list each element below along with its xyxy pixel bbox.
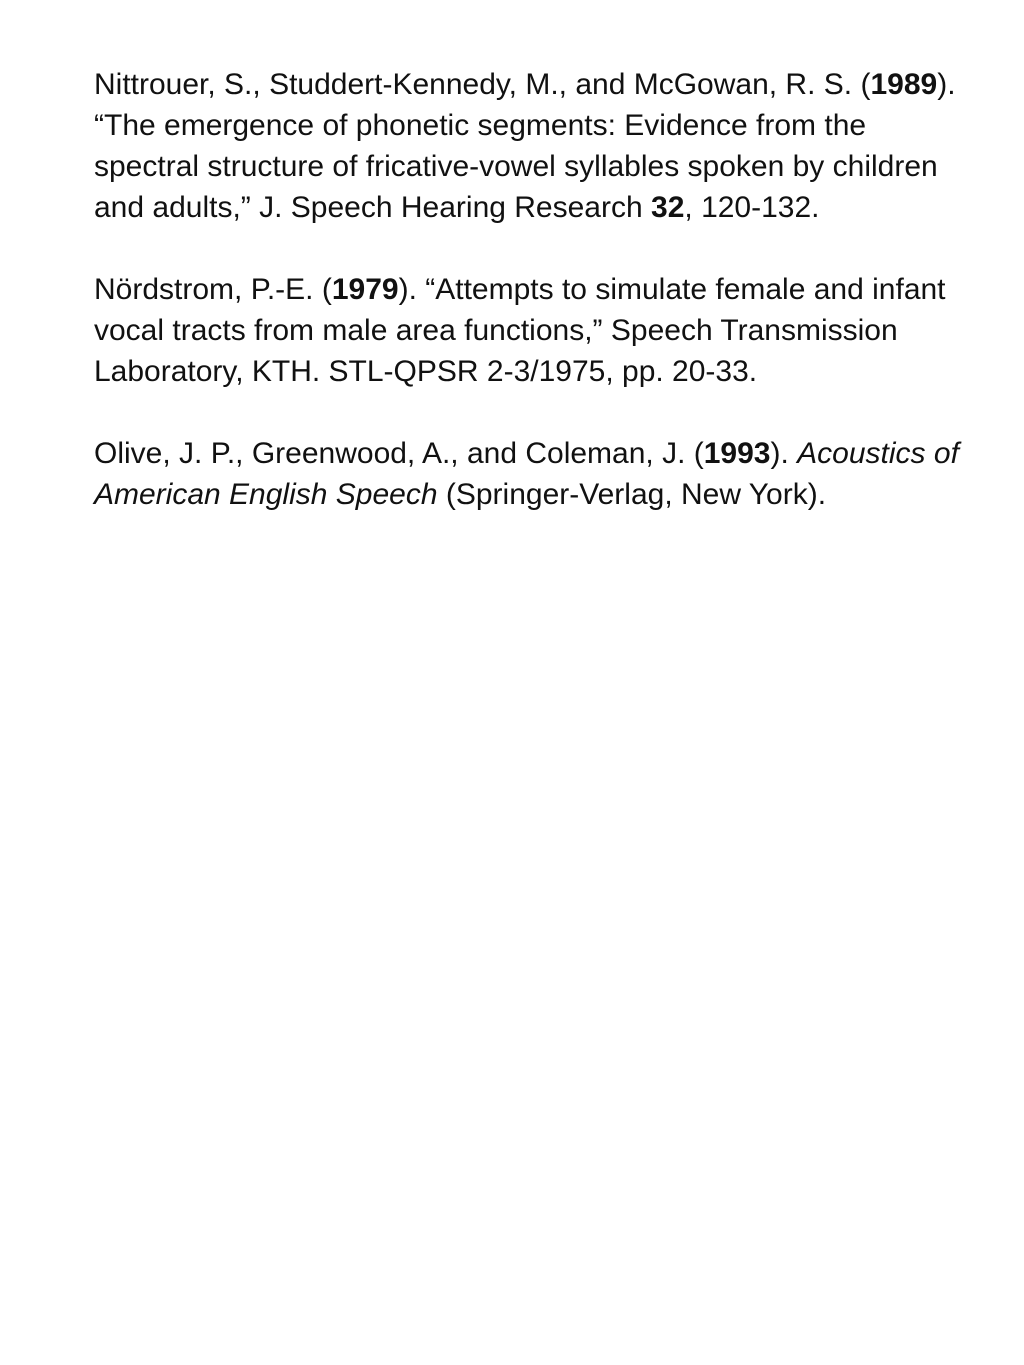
reference-list	[94, 64, 962, 556]
reference-authors: Nördstrom, P.-E.	[94, 273, 314, 306]
reference-year: 1979	[331, 273, 399, 306]
reference-year: 1989	[870, 68, 938, 101]
reference-publisher: (Springer-Verlag, New York).	[445, 478, 827, 511]
reference-volume: 32	[651, 191, 685, 224]
reference-year: 1993	[703, 437, 771, 470]
reference-pages: 120-132.	[701, 191, 820, 224]
reference-details: Speech Transmission Laboratory, KTH. STL-QPSR 2-3/1975, pp. 20-33.	[94, 314, 898, 388]
reference-journal: J. Speech Hearing Research	[259, 191, 643, 224]
reference-authors: Nittrouer, S., Studdert-Kennedy, M., and McGowan, R. S.	[94, 68, 853, 101]
reference-book-title: Acoustics of American English Speech	[94, 437, 959, 511]
reference-nittrouer-1989: Nittrouer, S., Studdert-Kennedy, M., and McGowan, R. S. (1989). “The emergence of phonetic segments: Evidence from the spectral structure of fricative-vowel syllables spoken by children and adults,” J. Speech Hearing Research 32, 120-132.	[94, 68, 956, 224]
reference-title: “The emergence of phonetic segments: Evidence from the spectral structure of fricative-vowel syllables spoken by children and adults,”	[94, 109, 938, 224]
reference-authors: Olive, J. P., Greenwood, A., and Coleman, J.	[94, 437, 686, 470]
reference-nordstrom-1979: Nördstrom, P.-E. (1979). “Attempts to simulate female and infant vocal tracts from male area functions,” Speech Transmission Laboratory, KTH. STL-QPSR 2-3/1975, pp. 20-33.	[94, 273, 946, 388]
reference-title: “Attempts to simulate female and infant vocal tracts from male area functions,”	[94, 273, 946, 347]
reference-olive-1993: Olive, J. P., Greenwood, A., and Coleman, J. (1993). Acoustics of American English Speech (Springer-Verlag, New York).	[94, 437, 959, 511]
